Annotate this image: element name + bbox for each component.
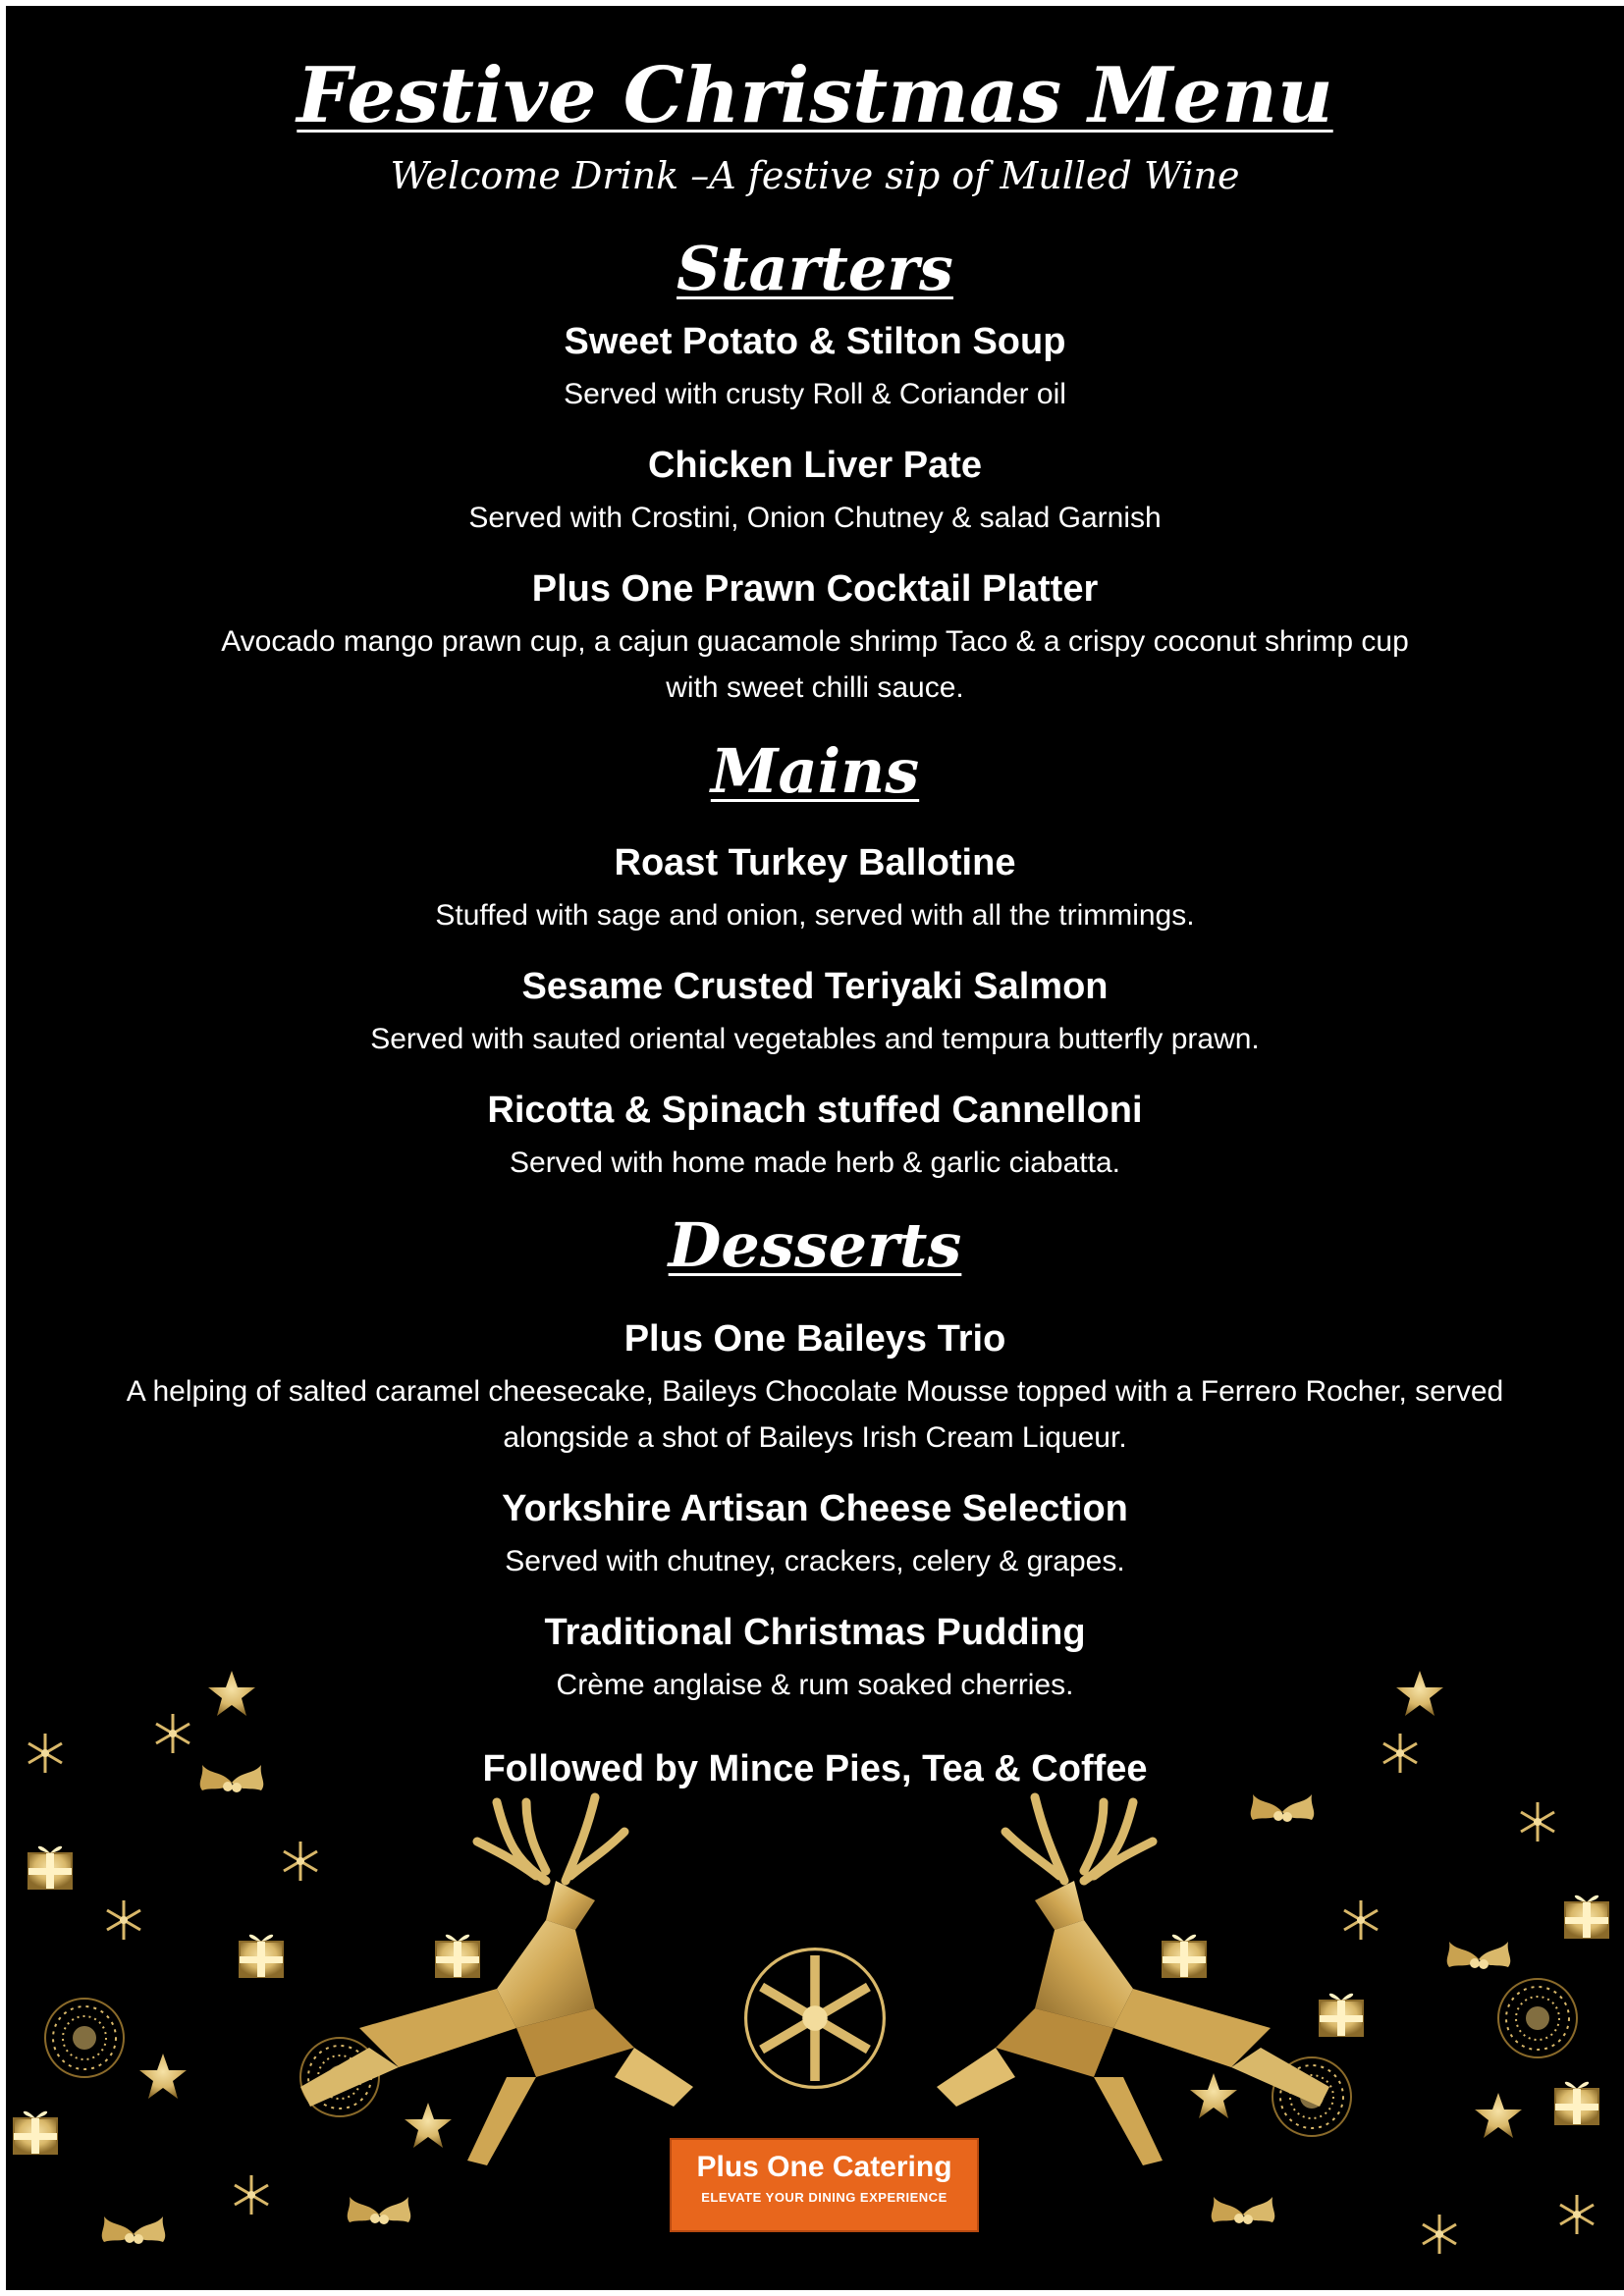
dish-name: Ricotta & Spinach stuffed Cannelloni — [487, 1090, 1143, 1131]
dish-description: with sweet chilli sauce. — [666, 671, 964, 704]
dish-description: Avocado mango prawn cup, a cajun guacamole shrimp Taco & a crispy coconut shrimp cup — [221, 625, 1409, 658]
dish-description: Crème anglaise & rum soaked cherries. — [556, 1669, 1074, 1701]
section-heading-desserts: Desserts — [668, 1209, 962, 1281]
logo-tagline: ELEVATE YOUR DINING EXPERIENCE — [701, 2190, 947, 2205]
dish-name: Roast Turkey Ballotine — [614, 842, 1016, 883]
dish-description: Served with Crostini, Onion Chutney & salad Garnish — [468, 502, 1162, 534]
dish-name: Plus One Baileys Trio — [623, 1318, 1006, 1360]
dish-name: Traditional Christmas Pudding — [544, 1612, 1086, 1653]
section-heading-starters: Starters — [677, 233, 953, 304]
plus-one-catering-logo — [670, 2138, 979, 2232]
dish-description: Served with home made herb & garlic ciabatta. — [510, 1147, 1120, 1179]
dish-name: Sweet Potato & Stilton Soup — [564, 321, 1066, 362]
dish-name: Sesame Crusted Teriyaki Salmon — [521, 966, 1109, 1007]
menu-sheet — [6, 6, 1624, 2290]
menu-title: Festive Christmas Menu — [297, 51, 1333, 140]
dish-description: alongside a shot of Baileys Irish Cream Liqueur. — [503, 1421, 1127, 1454]
dish-name: Chicken Liver Pate — [647, 445, 983, 486]
dish-description: Served with crusty Roll & Coriander oil — [564, 378, 1066, 410]
snowflake-icon — [746, 1949, 885, 2088]
dish-description: Served with chutney, crackers, celery & grapes. — [505, 1545, 1125, 1577]
dish-description: Served with sauted oriental vegetables and tempura butterfly prawn. — [370, 1023, 1260, 1055]
reindeer-icon — [937, 1797, 1329, 2165]
logo-name: Plus One Catering — [696, 2151, 952, 2183]
dish-name: Plus One Prawn Cocktail Platter — [531, 568, 1099, 610]
closing-line: Followed by Mince Pies, Tea & Coffee — [482, 1748, 1148, 1789]
section-heading-mains: Mains — [710, 735, 920, 807]
dish-description: A helping of salted caramel cheesecake, Baileys Chocolate Mousse topped with a Ferrero Rocher, served — [126, 1375, 1504, 1408]
dish-description: Stuffed with sage and onion, served with all the trimmings. — [435, 899, 1195, 932]
dish-name: Yorkshire Artisan Cheese Selection — [502, 1488, 1128, 1529]
welcome-drink: Welcome Drink –A festive sip of Mulled Wine — [390, 154, 1240, 197]
